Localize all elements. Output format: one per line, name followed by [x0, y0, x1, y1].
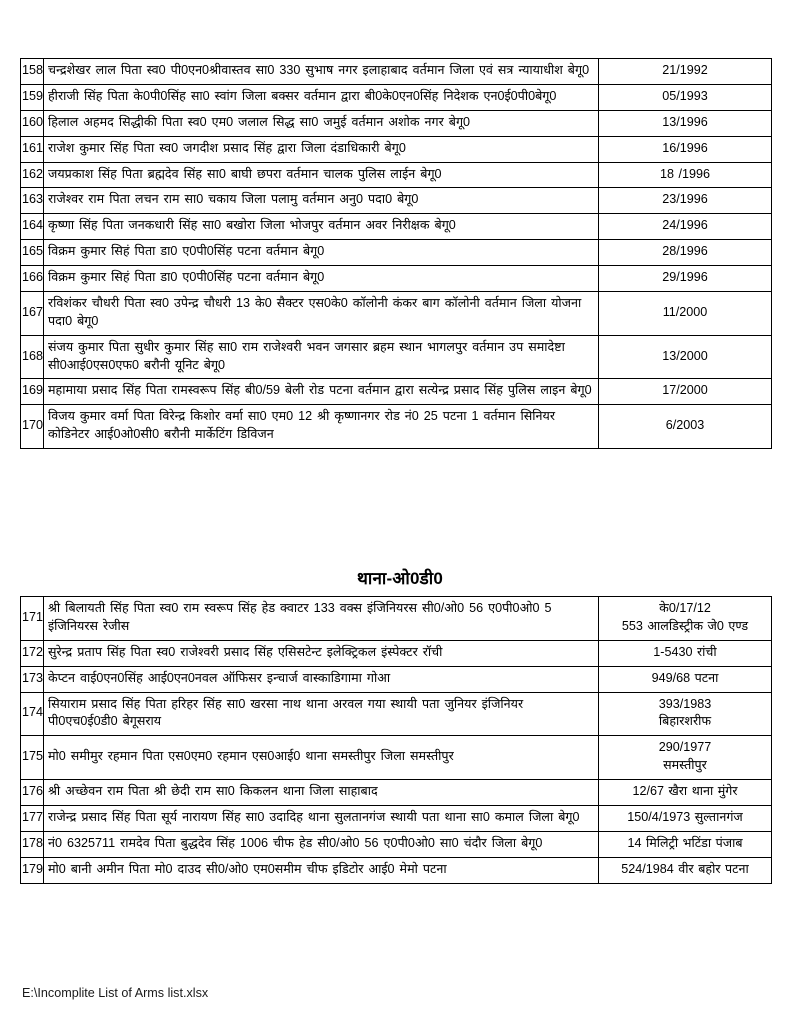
- row-reference: [599, 291, 772, 335]
- reference-line: 24/1996: [662, 218, 708, 233]
- reference-line: 290/1977: [658, 740, 712, 755]
- row-serial-number: 163: [21, 188, 44, 214]
- table-row: [21, 831, 772, 857]
- row-serial-number: 160: [21, 110, 44, 136]
- row-description: मो0 समीमुर रहमान पिता एस0एम0 रहमान एस0आई0 थाना समस्तीपुर जिला समस्तीपुर: [44, 736, 599, 780]
- arms-table-second-body: [21, 597, 772, 884]
- row-description: हीराजी सिंह पिता के0पी0सिंह सा0 स्वांग जिला बक्सर वर्तमान द्वारा बी0के0एन0सिंह निदेशक एन0ई0पी0बेगू0: [44, 84, 599, 110]
- row-serial-number: 175: [21, 736, 44, 780]
- row-serial-number: 171: [21, 597, 44, 641]
- reference-line: के0/17/12: [659, 601, 711, 615]
- footer-file-path: E:\Incomplite List of Arms list.xlsx: [22, 986, 209, 1000]
- row-serial-number: 177: [21, 805, 44, 831]
- table-row: [21, 188, 772, 214]
- row-description: विक्रम कुमार सिहं पिता डा0 ए0पी0सिंह पटना वर्तमान बेगू0: [44, 240, 599, 266]
- row-serial-number: 165: [21, 240, 44, 266]
- row-serial-number: 167: [21, 291, 44, 335]
- arms-table-second: [20, 596, 772, 884]
- table-row: [21, 162, 772, 188]
- row-reference: [599, 805, 772, 831]
- section-heading-thana: थाना-ओ0डी0: [357, 569, 443, 588]
- row-reference: [599, 597, 772, 641]
- row-serial-number: 158: [21, 59, 44, 85]
- table-row: [21, 857, 772, 883]
- reference-line: 1-5430 रांची: [653, 644, 717, 659]
- row-description: विक्रम कुमार सिहं पिता डा0 ए0पी0सिंह पटना वर्तमान बेगू0: [44, 266, 599, 292]
- reference-line: 393/1983: [658, 696, 712, 711]
- row-description: राजेश कुमार सिंह पिता स्व0 जगदीश प्रसाद सिंह द्वारा जिला दंडाधिकारी बेगू0: [44, 136, 599, 162]
- table-row: [21, 405, 772, 449]
- row-reference: [599, 214, 772, 240]
- table-row: [21, 59, 772, 85]
- row-reference: [599, 240, 772, 266]
- reference-line: 524/1984 वीर बहोर पटना: [621, 861, 749, 876]
- row-reference: [599, 379, 772, 405]
- row-reference: [599, 162, 772, 188]
- reference-line: समस्तीपुर: [663, 758, 707, 773]
- table-row: [21, 597, 772, 641]
- reference-line: 13/2000: [662, 348, 708, 363]
- row-description: नं0 6325711 रामदेव पिता बुद्धदेव सिंह 1006 चीफ हेड सी0/ओ0 56 ए0पी0ओ0 सा0 चंदौर जिला बेगू0: [44, 831, 599, 857]
- row-serial-number: 172: [21, 640, 44, 666]
- reference-line: 150/4/1973 सुल्तानगंज: [627, 809, 743, 824]
- row-serial-number: 164: [21, 214, 44, 240]
- row-description: मो0 बानी अमीन पिता मो0 दाउद सी0/ओ0 एम0समीम चीफ इडिटोर आई0 मेमो पटना: [44, 857, 599, 883]
- row-serial-number: 176: [21, 780, 44, 806]
- table-row: [21, 640, 772, 666]
- row-description: राजेश्वर राम पिता लचन राम सा0 चकाय जिला पलामु वर्तमान अनु0 पदा0 बेगू0: [44, 188, 599, 214]
- reference-line: 13/1996: [662, 114, 708, 129]
- reference-line: 05/1993: [662, 88, 708, 103]
- row-serial-number: 166: [21, 266, 44, 292]
- row-description: राजेन्द्र प्रसाद सिंह पिता सूर्य नारायण सिंह सा0 उदादिह थाना सुलतानगंज स्थायी पता थाना सा0 कमाल जिला बेगू0: [44, 805, 599, 831]
- row-description: कृष्णा सिंह पिता जनकधारी सिंह सा0 बखोरा जिला भोजपुर वर्तमान अवर निरीक्षक बेगू0: [44, 214, 599, 240]
- table-row: [21, 736, 772, 780]
- table-row: [21, 335, 772, 379]
- row-description: रविशंकर चौधरी पिता स्व0 उपेन्द्र चौधरी 13 के0 सैक्टर एस0के0 कॉलोनी कंकर बाग कॉलोनी वर्तमान जिला योजना पदा0 बेगू0: [44, 291, 599, 335]
- row-description: विजय कुमार वर्मा पिता विरेन्द्र किशोर वर्मा सा0 एम0 12 श्री कृष्णानगर रोड नं0 25 पटना 1 वर्तमान सिनियर कोडिनेटर आई0ओ0सी0 बरौनी मार्केटिंग डिविजन: [44, 405, 599, 449]
- reference-line: 17/2000: [662, 383, 708, 398]
- table-row: [21, 666, 772, 692]
- reference-line: 12/67 खैरा थाना मुंगेर: [632, 784, 738, 798]
- reference-line: 6/2003: [665, 418, 705, 433]
- row-reference: [599, 335, 772, 379]
- row-serial-number: 178: [21, 831, 44, 857]
- reference-line: 553 आलडिस्ट्रीक जे0 एण्ड: [621, 618, 749, 633]
- row-reference: [599, 84, 772, 110]
- row-reference: [599, 857, 772, 883]
- row-reference: [599, 266, 772, 292]
- table-row: [21, 110, 772, 136]
- row-reference: [599, 110, 772, 136]
- row-description: सियाराम प्रसाद सिंह पिता हरिहर सिंह सा0 खरसा नाथ थाना अरवल गया स्थायी पता जुनियर इंजिनियर पी0एच0ई0डी0 बेगूसराय: [44, 692, 599, 736]
- table-row: [21, 84, 772, 110]
- table-row: [21, 780, 772, 806]
- table-row: [21, 266, 772, 292]
- row-serial-number: 162: [21, 162, 44, 188]
- row-serial-number: 161: [21, 136, 44, 162]
- row-reference: [599, 188, 772, 214]
- reference-line: 18 /1996: [659, 166, 711, 181]
- reference-line: 23/1996: [662, 192, 708, 207]
- reference-line: 11/2000: [662, 304, 708, 319]
- row-serial-number: 173: [21, 666, 44, 692]
- row-reference: [599, 640, 772, 666]
- row-description: चन्द्रशेखर लाल पिता स्व0 पी0एन0श्रीवास्तव सा0 330 सुभाष नगर इलाहाबाद वर्तमान जिला एवं सत्र न्यायाधीश बेगू0: [44, 59, 599, 85]
- table-row: [21, 805, 772, 831]
- row-serial-number: 174: [21, 692, 44, 736]
- row-reference: [599, 59, 772, 85]
- row-description: सुरेन्द्र प्रताप सिंह पिता स्व0 राजेश्वरी प्रसाद सिंह एसिसटेन्ट इलेक्ट्रिकल इंस्पेक्टर रॉची: [44, 640, 599, 666]
- table-row: [21, 692, 772, 736]
- row-description: महामाया प्रसाद सिंह पिता रामस्वरूप सिंह बी0/59 बेली रोड पटना वर्तमान द्वारा सत्येन्द्र प्रसाद सिंह पुलिस लाइन बेगू0: [44, 379, 599, 405]
- reference-line: 16/1996: [662, 140, 708, 155]
- arms-table-first: [20, 58, 772, 449]
- row-description: हिलाल अहमद सिद्धीकी पिता स्व0 एम0 जलाल सिद्ध सा0 जमुई वर्तमान अशोक नगर बेगू0: [44, 110, 599, 136]
- row-reference: [599, 666, 772, 692]
- row-serial-number: 170: [21, 405, 44, 449]
- row-description: श्री अच्छेवन राम पिता श्री छेदी राम सा0 किकलन थाना जिला साहाबाद: [44, 780, 599, 806]
- row-description: केप्टन वाई0एन0सिंह आई0एन0नवल ऑफिसर इन्चार्ज वास्काडिगामा गोआ: [44, 666, 599, 692]
- table-row: [21, 379, 772, 405]
- row-description: संजय कुमार पिता सुधीर कुमार सिंह सा0 राम राजेश्वरी भवन जगसार ब्रहम स्थान भागलपुर वर्तमान उप समादेष्टा सी0आई0एस0एफ0 बरौनी यूनिट बेगू0: [44, 335, 599, 379]
- row-serial-number: 169: [21, 379, 44, 405]
- row-serial-number: 168: [21, 335, 44, 379]
- row-reference: [599, 736, 772, 780]
- row-reference: [599, 136, 772, 162]
- table-row: [21, 291, 772, 335]
- table-row: [21, 136, 772, 162]
- reference-line: बिहारशरीफ: [658, 714, 712, 729]
- reference-line: 949/68 पटना: [651, 670, 719, 685]
- row-description: जयप्रकाश सिंह पिता ब्रह्मदेव सिंह सा0 बाघी छपरा वर्तमान चालक पुलिस लाईन बेगू0: [44, 162, 599, 188]
- reference-line: 14 मिलिट्री भटिंडा पंजाब: [627, 835, 743, 850]
- table-row: [21, 214, 772, 240]
- reference-line: 28/1996: [662, 244, 708, 259]
- arms-table-first-body: [21, 59, 772, 449]
- row-reference: [599, 405, 772, 449]
- reference-line: 21/1992: [662, 63, 708, 77]
- reference-line: 29/1996: [662, 270, 708, 284]
- table-row: [21, 240, 772, 266]
- row-serial-number: 159: [21, 84, 44, 110]
- row-reference: [599, 780, 772, 806]
- row-reference: [599, 692, 772, 736]
- row-serial-number: 179: [21, 857, 44, 883]
- row-reference: [599, 831, 772, 857]
- row-description: श्री बिलायती सिंह पिता स्व0 राम स्वरूप सिंह हेड क्वाटर 133 वक्स इंजिनियरस सी0/ओ0 56 ए0पी0ओ0 5 इंजिनियरस रेजीस: [44, 597, 599, 641]
